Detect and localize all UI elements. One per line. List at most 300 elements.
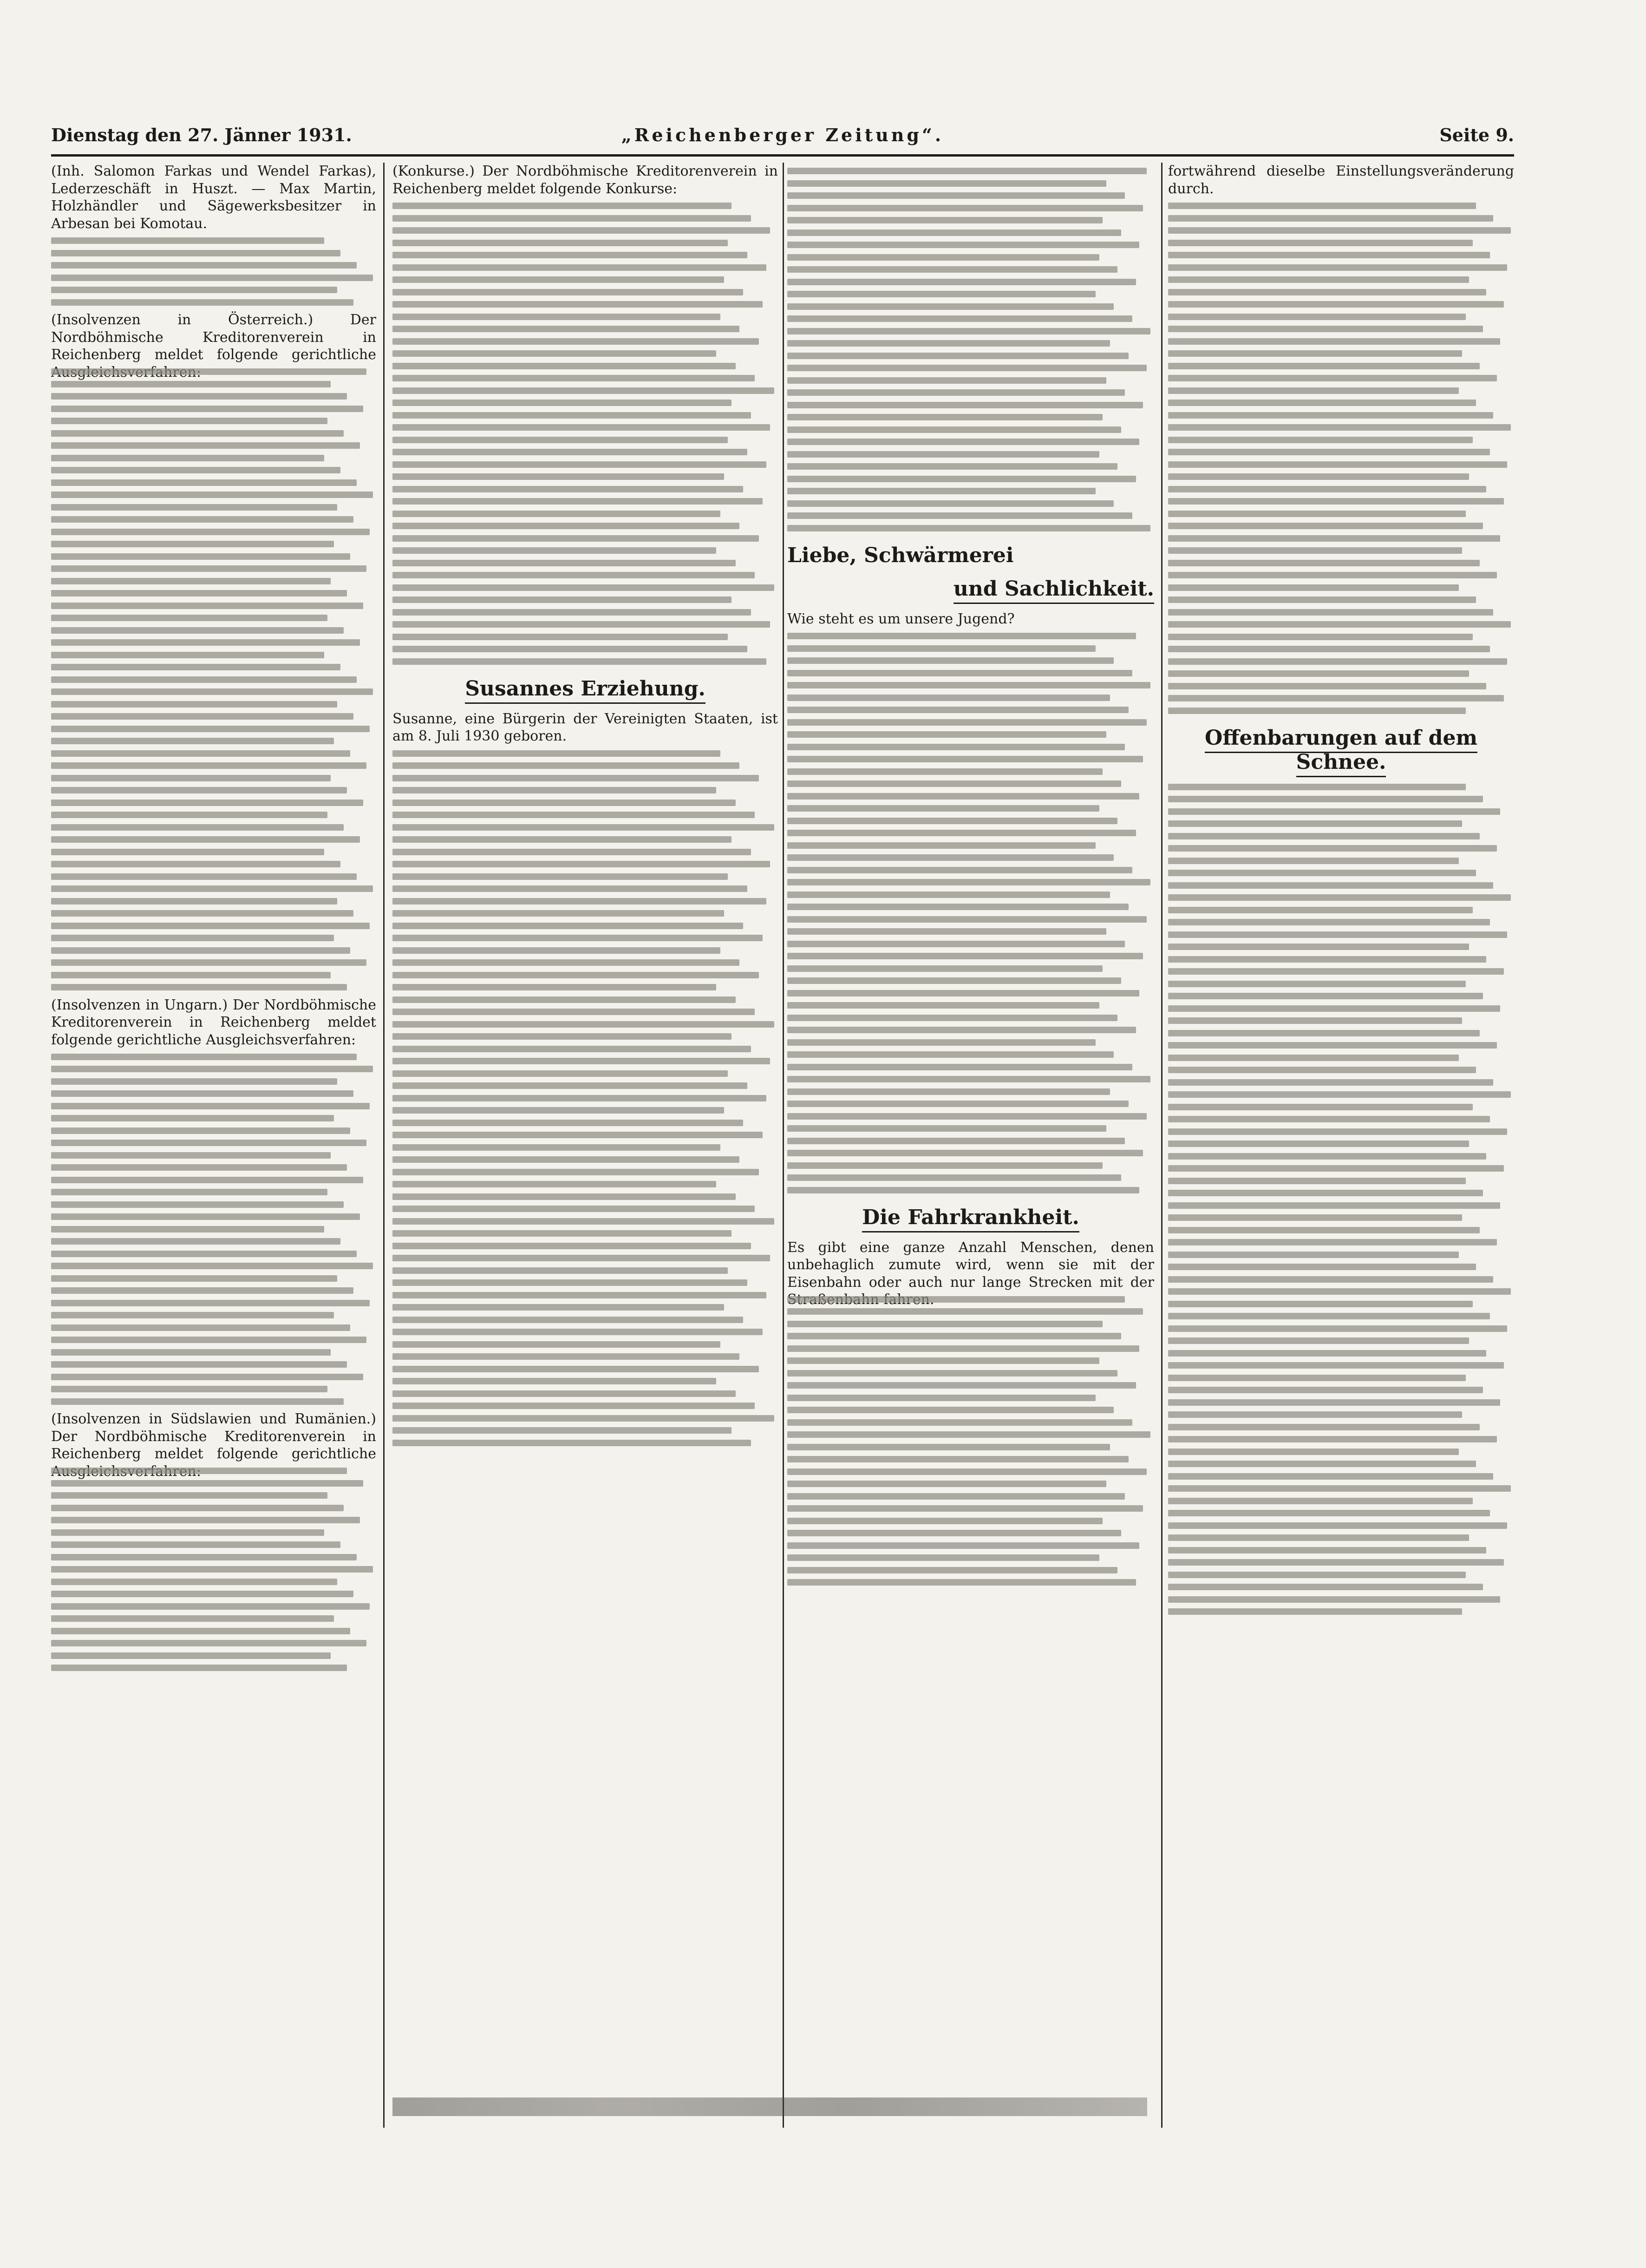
text-line-placeholder <box>1168 1030 1480 1036</box>
text-line-placeholder <box>1168 1449 1459 1455</box>
text-line-placeholder <box>1168 412 1493 419</box>
text-line-placeholder <box>392 498 763 505</box>
text-line-placeholder <box>1168 1079 1493 1086</box>
text-line-placeholder <box>51 1090 353 1097</box>
text-line-placeholder <box>392 547 716 554</box>
text-line-placeholder <box>787 1542 1139 1549</box>
text-line-placeholder <box>392 1415 774 1422</box>
text-line-placeholder <box>51 1201 344 1208</box>
text-line-placeholder <box>1168 1091 1511 1098</box>
text-line-placeholder <box>51 1615 334 1622</box>
text-line-placeholder <box>1168 338 1500 345</box>
text-line-placeholder <box>787 719 1147 726</box>
text-line-placeholder <box>1168 1276 1493 1283</box>
text-line-placeholder <box>1168 1485 1511 1492</box>
text-line-placeholder <box>51 812 327 818</box>
text-line-placeholder <box>787 1187 1139 1193</box>
text-line-placeholder <box>51 442 360 449</box>
text-line-placeholder <box>51 1541 340 1548</box>
text-line-placeholder <box>51 406 363 412</box>
text-line-placeholder <box>787 756 1143 762</box>
text-line-placeholder <box>787 1370 1117 1377</box>
text-line-placeholder <box>392 873 728 880</box>
text-line-placeholder <box>392 424 770 431</box>
text-line-placeholder <box>787 303 1114 310</box>
text-line-placeholder <box>1168 511 1466 517</box>
text-line-placeholder <box>51 1398 344 1405</box>
text-line-placeholder <box>1168 387 1459 394</box>
text-line-placeholder <box>51 861 340 867</box>
text-line-placeholder <box>51 885 373 892</box>
text-line-placeholder <box>392 387 774 394</box>
text-line-placeholder <box>1168 858 1459 864</box>
text-line-placeholder <box>787 512 1132 519</box>
text-line-placeholder <box>1168 424 1511 431</box>
text-line-placeholder <box>392 1033 732 1040</box>
text-line-placeholder <box>392 800 736 806</box>
text-line-placeholder <box>51 800 363 806</box>
text-line-placeholder <box>392 910 724 917</box>
section-intro: (Insolvenzen in Österreich.) Der Nordböhmische Kreditorenverein in Reichenberg meldet folgende gerichtliche <box>51 312 376 363</box>
text-line-placeholder <box>51 972 331 978</box>
text-line-placeholder <box>51 1591 353 1597</box>
text-line-placeholder <box>51 1652 331 1659</box>
column-divider <box>1161 163 1163 2128</box>
column-2 <box>392 163 778 2128</box>
text-line-placeholder <box>787 891 1110 898</box>
text-line-placeholder <box>392 437 728 443</box>
text-line-placeholder <box>392 646 747 652</box>
text-line-placeholder <box>787 1174 1121 1181</box>
text-line-placeholder <box>1168 1042 1497 1049</box>
text-line-placeholder <box>51 1140 366 1146</box>
text-line-placeholder <box>51 1238 340 1245</box>
text-line-placeholder <box>51 873 357 880</box>
text-line-placeholder <box>1168 1227 1480 1233</box>
text-line-placeholder <box>1168 956 1486 963</box>
text-line-placeholder <box>51 1337 366 1343</box>
text-line-placeholder <box>787 1002 1099 1009</box>
text-line-placeholder <box>787 439 1139 445</box>
text-line-placeholder <box>51 275 373 281</box>
text-line-placeholder <box>51 947 350 954</box>
text-line-placeholder <box>51 1640 366 1646</box>
section-intro: (Insolvenzen in Ungarn.) Der Nordböhmische Kreditorenverein in Reichenberg meldet folgende gerichtliche Ausgleichsverfahren: <box>51 996 376 1048</box>
text-line-placeholder <box>392 264 766 271</box>
text-line-placeholder <box>787 1567 1117 1573</box>
text-line-placeholder <box>51 836 360 843</box>
text-line-placeholder <box>787 977 1121 984</box>
text-line-placeholder <box>392 375 755 381</box>
text-line-placeholder <box>51 1078 337 1085</box>
text-line-placeholder <box>1168 919 1490 925</box>
bottom-print-smear <box>392 2098 1147 2116</box>
text-line-placeholder <box>392 1070 728 1077</box>
text-line-placeholder <box>51 1517 360 1523</box>
article-heading <box>787 1206 1154 1230</box>
text-line-placeholder <box>51 1468 347 1474</box>
text-line-placeholder <box>787 1481 1106 1487</box>
text-line-placeholder <box>1168 276 1469 283</box>
text-line-placeholder <box>51 479 357 486</box>
text-line-placeholder <box>1168 547 1462 554</box>
text-line-placeholder <box>787 1039 1096 1046</box>
text-line-placeholder <box>787 488 1096 494</box>
text-line-placeholder <box>392 996 736 1003</box>
text-line-placeholder <box>392 203 732 209</box>
text-line-placeholder <box>392 849 751 855</box>
text-line-placeholder <box>1168 1534 1469 1541</box>
text-line-placeholder <box>1168 473 1469 480</box>
text-line-placeholder <box>787 805 1099 812</box>
text-line-placeholder <box>392 486 743 492</box>
text-line-placeholder <box>787 389 1125 396</box>
text-line-placeholder <box>787 1345 1139 1352</box>
text-line-placeholder <box>787 818 1117 824</box>
text-line-placeholder <box>787 633 1136 639</box>
text-line-placeholder <box>392 1095 766 1101</box>
text-line-placeholder <box>787 793 1139 800</box>
text-line-placeholder <box>1168 1190 1483 1196</box>
text-line-placeholder <box>392 1230 732 1237</box>
text-line-placeholder <box>392 1206 755 1212</box>
text-line-placeholder <box>1168 437 1473 443</box>
text-line-placeholder <box>1168 1424 1480 1430</box>
text-line-placeholder <box>787 1468 1147 1475</box>
illegible-text-block <box>51 1468 376 1671</box>
text-line-placeholder <box>1168 796 1483 802</box>
article-heading-text: Die Fahrkrankheit. <box>862 1206 1079 1232</box>
text-line-placeholder <box>1168 584 1459 591</box>
text-line-placeholder <box>51 1374 363 1380</box>
text-line-placeholder <box>392 1255 770 1261</box>
text-line-placeholder <box>51 639 360 646</box>
text-line-placeholder <box>392 812 755 818</box>
text-line-placeholder <box>1168 907 1473 913</box>
text-line-placeholder <box>787 192 1125 199</box>
text-line-placeholder <box>1168 944 1469 950</box>
text-line-placeholder <box>1168 227 1511 234</box>
text-line-placeholder <box>392 1304 724 1311</box>
text-line-placeholder <box>392 787 716 793</box>
text-line-placeholder <box>787 842 1096 849</box>
text-line-placeholder <box>1168 1128 1507 1135</box>
text-line-placeholder <box>392 301 763 308</box>
text-line-placeholder <box>787 1162 1103 1169</box>
text-line-placeholder <box>787 1431 1150 1438</box>
text-line-placeholder <box>51 516 353 523</box>
text-line-placeholder <box>392 215 751 222</box>
article-heading-text: und Sachlichkeit. <box>954 577 1154 604</box>
column-text: (Konkurse.) Der Nordböhmische Kreditorenverein in Reichenberg meldet folgende Konkurse: <box>392 163 778 197</box>
text-line-placeholder <box>51 910 353 917</box>
text-line-placeholder <box>392 314 720 320</box>
text-line-placeholder <box>392 473 724 480</box>
text-line-placeholder <box>392 634 728 640</box>
text-line-placeholder <box>51 455 324 461</box>
text-line-placeholder <box>1168 808 1500 815</box>
text-line-placeholder <box>1168 1239 1497 1245</box>
text-line-placeholder <box>51 762 366 769</box>
text-line-placeholder <box>787 254 1099 261</box>
text-line-placeholder <box>787 266 1117 273</box>
illegible-text-block <box>51 368 376 990</box>
text-line-placeholder <box>1168 1350 1486 1357</box>
column-divider <box>783 163 784 2128</box>
text-line-placeholder <box>392 1132 763 1138</box>
text-line-placeholder <box>1168 1498 1473 1504</box>
text-line-placeholder <box>1168 486 1486 492</box>
text-line-placeholder <box>51 418 327 424</box>
text-line-placeholder <box>51 1324 350 1331</box>
text-line-placeholder <box>787 1357 1099 1364</box>
text-line-placeholder <box>787 1051 1114 1058</box>
text-line-placeholder <box>392 412 751 419</box>
text-line-placeholder <box>787 1027 1136 1033</box>
text-line-placeholder <box>1168 1411 1462 1418</box>
text-line-placeholder <box>787 1296 1125 1303</box>
text-line-placeholder <box>787 229 1121 236</box>
text-line-placeholder <box>392 400 732 406</box>
text-line-placeholder <box>787 377 1106 384</box>
text-line-placeholder <box>392 1193 736 1200</box>
text-line-placeholder <box>787 744 1125 750</box>
text-line-placeholder <box>787 205 1143 211</box>
text-line-placeholder <box>1168 596 1476 603</box>
text-line-placeholder <box>51 603 363 609</box>
article-heading <box>1168 726 1514 774</box>
text-line-placeholder <box>1168 1301 1473 1307</box>
text-line-placeholder <box>51 492 373 498</box>
text-line-placeholder <box>51 1529 324 1536</box>
text-line-placeholder <box>787 1419 1132 1426</box>
illegible-text-block <box>787 168 1154 531</box>
text-line-placeholder <box>51 262 357 269</box>
text-line-placeholder <box>787 168 1147 174</box>
text-line-placeholder <box>1168 894 1511 901</box>
text-line-placeholder <box>392 1440 751 1446</box>
text-line-placeholder <box>51 1127 350 1134</box>
text-line-placeholder <box>51 368 366 375</box>
text-line-placeholder <box>787 768 1103 775</box>
text-line-placeholder <box>51 565 366 572</box>
text-line-placeholder <box>51 1665 347 1671</box>
text-line-placeholder <box>51 1505 344 1511</box>
illegible-text-block <box>51 237 376 306</box>
text-line-placeholder <box>1168 820 1462 827</box>
text-line-placeholder <box>787 402 1143 408</box>
text-line-placeholder <box>392 1156 739 1163</box>
text-line-placeholder <box>787 1015 1117 1021</box>
text-line-placeholder <box>1168 870 1476 876</box>
text-line-placeholder <box>51 1554 357 1560</box>
column-3 <box>787 163 1154 2128</box>
illegible-text-block <box>392 203 778 665</box>
text-line-placeholder <box>51 652 324 658</box>
text-line-placeholder <box>392 289 743 295</box>
text-line-placeholder <box>1168 683 1486 689</box>
text-line-placeholder <box>51 1066 373 1072</box>
text-line-placeholder <box>1168 1313 1490 1319</box>
text-line-placeholder <box>392 1243 751 1249</box>
article-intro: Es gibt eine ganze Anzahl Menschen, denen unbehaglich zumute wird, wenn sie mit der Eisenbahn oder auch nur lange Strecken mit der <box>787 1239 1154 1291</box>
text-line-placeholder <box>787 476 1136 482</box>
column-4 <box>1168 163 1514 2128</box>
text-line-placeholder <box>787 1064 1132 1070</box>
text-line-placeholder <box>1168 658 1507 665</box>
text-line-placeholder <box>51 824 344 831</box>
text-line-placeholder <box>51 1361 347 1368</box>
text-line-placeholder <box>51 775 331 781</box>
text-line-placeholder <box>1168 535 1500 542</box>
text-line-placeholder <box>51 1566 373 1573</box>
text-line-placeholder <box>1168 400 1476 406</box>
text-line-placeholder <box>1168 1252 1459 1258</box>
text-line-placeholder <box>392 350 716 357</box>
text-line-placeholder <box>1168 1017 1462 1024</box>
text-line-placeholder <box>1168 1572 1466 1578</box>
text-line-placeholder <box>392 898 766 905</box>
article-heading-text: Susannes Erziehung. <box>465 677 705 704</box>
text-line-placeholder <box>1168 993 1483 999</box>
text-line-placeholder <box>51 1628 350 1634</box>
text-line-placeholder <box>787 953 1143 959</box>
text-line-placeholder <box>392 1353 739 1360</box>
text-line-placeholder <box>787 1518 1103 1524</box>
text-line-placeholder <box>51 1213 360 1220</box>
text-line-placeholder <box>392 762 739 769</box>
text-line-placeholder <box>51 393 347 400</box>
illegible-text-block <box>1168 203 1514 714</box>
text-line-placeholder <box>392 1058 770 1064</box>
text-line-placeholder <box>51 430 344 437</box>
text-line-placeholder <box>787 670 1132 676</box>
illegible-text-block <box>51 1054 376 1405</box>
article-heading-text: Offenbarungen auf dem Schnee. <box>1205 726 1477 777</box>
text-line-placeholder <box>1168 1067 1476 1073</box>
text-line-placeholder <box>787 291 1096 297</box>
text-line-placeholder <box>51 541 334 547</box>
text-line-placeholder <box>51 849 324 855</box>
text-line-placeholder <box>1168 1362 1504 1369</box>
illegible-text-block <box>392 750 778 1446</box>
text-line-placeholder <box>1168 981 1466 987</box>
column-1 <box>51 163 376 2128</box>
text-line-placeholder <box>392 560 736 566</box>
text-line-placeholder <box>787 217 1103 223</box>
text-line-placeholder <box>51 1386 327 1392</box>
text-line-placeholder <box>1168 882 1493 889</box>
text-line-placeholder <box>51 590 347 596</box>
text-line-placeholder <box>1168 375 1497 381</box>
text-line-placeholder <box>787 1088 1110 1095</box>
text-line-placeholder <box>51 250 340 256</box>
text-line-placeholder <box>51 923 370 929</box>
text-line-placeholder <box>1168 1055 1459 1061</box>
text-line-placeholder <box>392 227 770 234</box>
text-line-placeholder <box>1168 1399 1500 1406</box>
text-line-placeholder <box>51 1152 331 1159</box>
article-intro: Susanne, eine Bürgerin der Vereinigten Staaten, ist am 8. Juli 1930 geboren. <box>392 710 778 744</box>
text-line-placeholder <box>51 1579 337 1585</box>
text-line-placeholder <box>392 1341 720 1348</box>
article-heading <box>392 677 778 701</box>
text-line-placeholder <box>1168 1608 1462 1615</box>
page-number: Seite 9. <box>1439 125 1514 145</box>
text-line-placeholder <box>392 750 720 757</box>
text-line-placeholder <box>392 252 747 258</box>
text-line-placeholder <box>787 990 1139 996</box>
text-line-placeholder <box>392 596 732 603</box>
text-line-placeholder <box>787 830 1136 836</box>
text-line-placeholder <box>392 363 736 369</box>
text-line-placeholder <box>1168 1153 1486 1160</box>
header-rule <box>51 154 1514 157</box>
text-line-placeholder <box>1168 301 1504 308</box>
text-line-placeholder <box>392 861 770 867</box>
text-line-placeholder <box>51 898 337 905</box>
text-line-placeholder <box>1168 1116 1490 1122</box>
newspaper-title: „Reichenberger Zeitung“. <box>621 125 944 145</box>
text-line-placeholder <box>392 1021 774 1028</box>
text-line-placeholder <box>392 535 759 542</box>
text-line-placeholder <box>787 279 1136 285</box>
text-line-placeholder <box>1168 634 1473 640</box>
text-line-placeholder <box>787 426 1121 433</box>
text-line-placeholder <box>392 923 743 929</box>
text-line-placeholder <box>51 627 344 634</box>
text-line-placeholder <box>1168 646 1490 652</box>
text-line-placeholder <box>51 529 370 535</box>
text-line-placeholder <box>787 879 1150 885</box>
text-line-placeholder <box>787 707 1129 713</box>
text-line-placeholder <box>1168 252 1490 258</box>
text-line-placeholder <box>51 787 347 793</box>
text-line-placeholder <box>787 242 1139 248</box>
text-line-placeholder <box>1168 670 1469 677</box>
text-line-placeholder <box>1168 833 1480 839</box>
text-line-placeholder <box>1168 498 1504 505</box>
text-line-placeholder <box>1168 1473 1493 1480</box>
text-line-placeholder <box>51 688 373 695</box>
text-line-placeholder <box>392 1366 759 1372</box>
text-line-placeholder <box>1168 1325 1507 1332</box>
text-line-placeholder <box>1168 621 1511 628</box>
text-line-placeholder <box>392 885 747 892</box>
column-text: (Inh. Salomon Farkas und Wendel Farkas), Lederzeschäft in Huszt. — Max Martin, Holzhändler und Sägewerksbesitzer in Arbesan bei Komotau. <box>51 163 376 232</box>
text-line-placeholder <box>787 1101 1129 1107</box>
text-line-placeholder <box>51 1164 347 1171</box>
text-line-placeholder <box>392 836 732 843</box>
text-line-placeholder <box>1168 609 1493 616</box>
text-line-placeholder <box>1168 215 1493 222</box>
text-line-placeholder <box>1168 931 1507 938</box>
text-line-placeholder <box>392 824 774 831</box>
text-line-placeholder <box>1168 1178 1466 1184</box>
text-line-placeholder <box>1168 560 1480 566</box>
text-line-placeholder <box>51 1054 357 1060</box>
text-line-placeholder <box>392 572 755 578</box>
text-line-placeholder <box>51 1226 324 1232</box>
text-line-placeholder <box>1168 289 1486 295</box>
text-line-placeholder <box>51 750 350 757</box>
text-line-placeholder <box>51 504 337 511</box>
text-line-placeholder <box>787 1076 1150 1082</box>
text-line-placeholder <box>51 984 347 990</box>
text-line-placeholder <box>392 1390 736 1397</box>
text-line-placeholder <box>51 676 357 683</box>
text-line-placeholder <box>392 1329 763 1335</box>
